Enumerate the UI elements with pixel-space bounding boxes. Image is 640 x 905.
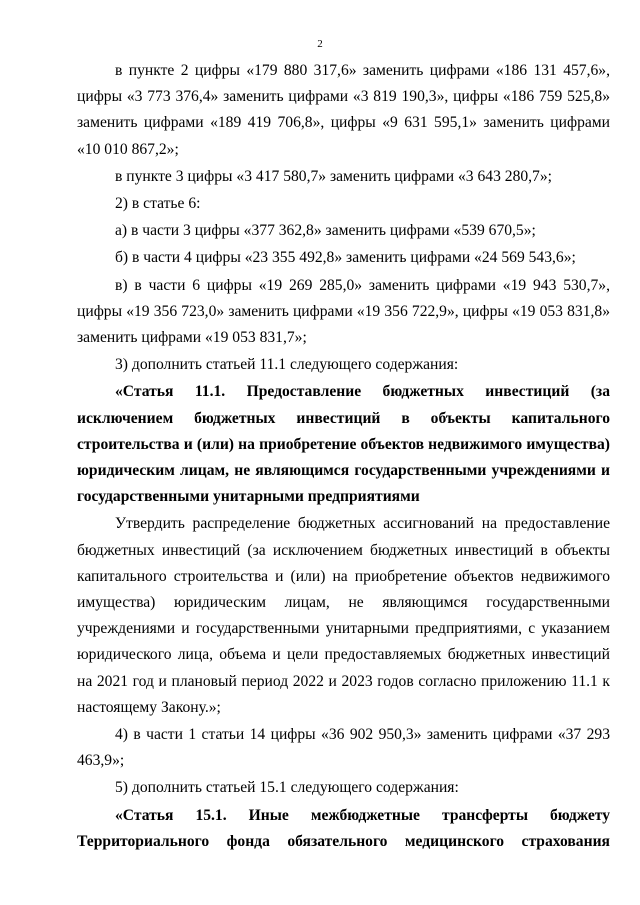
- paragraph-article-6-part-3: а) в части 3 цифры «377 362,8» заменить цифрами «539 670,5»;: [115, 222, 536, 240]
- paragraph-article-14-part-1: 4) в части 1 статьи 14 цифры «36 902 950,3» заменить цифрами «37 293 463,9»;: [77, 726, 610, 770]
- paragraph-article-6-heading: 2) в статье 6:: [115, 195, 201, 213]
- paragraph-item-2-amendment: в пункте 2 цифры «179 880 317,6» заменить цифрами «186 131 457,6», цифры «3 773 376,4» заменить цифрами «3 819 190,3», цифры «186 759 525,8» заменить цифрами «189 419 706,8», цифры «9 631 595,1» заменить цифрами «10 010 867,2»;: [77, 62, 610, 158]
- paragraph-add-article-15-1: 5) дополнить статьей 15.1 следующего содержания:: [115, 779, 459, 797]
- paragraph-item-3-amendment: в пункте 3 цифры «3 417 580,7» заменить цифрами «3 643 280,7»;: [115, 167, 552, 185]
- article-11-1-title: «Статья 11.1. Предоставление бюджетных инвестиций (за исключением бюджетных инвестиций в объекты капитального строительства и (или) на приобретение объектов недвижимого имущества) юридическим лицам, не являющимся государственными учреждениями и государственными унитарными предприятиями: [77, 383, 610, 506]
- paragraph-article-6-part-6: в) в части 6 цифры «19 269 285,0» заменить цифрами «19 943 530,7», цифры «19 356 723,0» заменить цифрами «19 356 722,9», цифры «19 053 831,8» заменить цифрами «19 053 831,7»;: [77, 276, 610, 347]
- article-15-1-title: «Статья 15.1. Иные межбюджетные трансферты бюджету Территориального фонда обязательного медицинского страхования: [77, 806, 610, 850]
- paragraph-article-6-part-4: б) в части 4 цифры «23 355 492,8» заменить цифрами «24 569 543,6»;: [115, 249, 576, 267]
- article-11-1-body: Утвердить распределение бюджетных ассигнований на предоставление бюджетных инвестиций (за исключением бюджетных инвестиций в объекты капитального строительства и (или) на приобретение объектов недвижимого имущества) юридическим лицам, не являющимся государственными учреждениями и государственными унитарными предприятиями, с указанием юридического лица, объема и цели предоставляемых бюджетных инвестиций на 2021 год и плановый период 2022 и 2023 годов согласно приложению 11.1 к настоящему Закону.»;: [77, 515, 610, 716]
- paragraph-add-article-11-1: 3) дополнить статьей 11.1 следующего содержания:: [115, 356, 459, 374]
- page-number: 2: [317, 38, 323, 50]
- document-body: [77, 58, 610, 855]
